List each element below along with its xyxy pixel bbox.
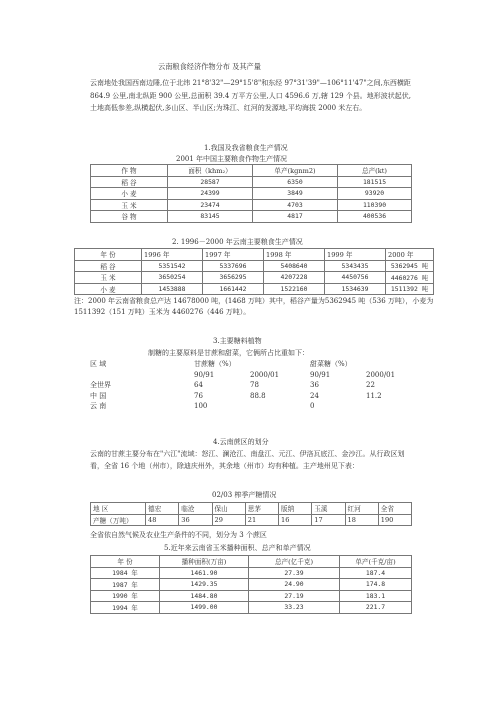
section2-note: 注：2000 年云南省粮食总产达 14678000 吨，(1468 万吨）其中，稻谷产量为5362945 吨（536 万吨），小麦为 1511392（151 万吨）玉米为 4460276（446 万吨）。 — [74, 297, 434, 316]
section1-table-title: 2001 年中国主要粮食作物生产情况 — [176, 155, 288, 163]
table-cell: 187.4 — [340, 567, 412, 579]
table-cell: 221.7 — [340, 602, 412, 614]
table-cell: 4817 — [253, 211, 338, 223]
section4-heading: 4.云南蔗区的划分 — [213, 438, 269, 446]
table-cell: 中 国 — [90, 391, 107, 400]
table-cell: 1429.35 — [160, 579, 249, 591]
table-header: 德宏 — [146, 503, 179, 515]
table-cell: 谷 物 — [91, 211, 168, 223]
table-cell: 3849 — [253, 188, 338, 200]
table-cell: 6350 — [253, 176, 338, 188]
table-header: 2000/01 — [250, 370, 280, 379]
table-cell: 5337696 — [203, 260, 264, 272]
table-cell: 5362945 吨 — [386, 260, 434, 272]
table-cell: 1484.80 — [160, 590, 249, 602]
table-cell: 1661442 — [203, 283, 264, 295]
table-cell: 全世界 — [90, 381, 111, 390]
intro-paragraph: 云南地处我国西南边陲,位于北纬 21°8'32"—29°15'8"和东经 97°31'39"—106°11'47"之间,东西横距 864.9 公里,南北纵距 900 公里,总面积 39.4 万平方公里,人口 4596.6 万,辖 129 个县。地形波状起伏,土地高低参差,纵横起伏,多山区、半山区;为珠江、红河的发源地,平均海拔 2000 米左右。 — [90, 79, 411, 112]
table-header: 红河 — [345, 503, 378, 515]
table-cell: 1994 年 — [91, 602, 160, 614]
table-header: 播种面积(万亩) — [160, 556, 249, 568]
table-header: 玉溪 — [312, 503, 345, 515]
table-cell: 1511392 吨 — [386, 283, 434, 295]
table-row — [75, 260, 434, 272]
table-header: 单产(kgnm2) — [253, 165, 338, 177]
table-cell: 4460276 吨 — [386, 272, 434, 284]
table-header: 地 区 — [91, 503, 146, 515]
table-cell: 27.39 — [249, 567, 340, 579]
section3-table — [90, 359, 430, 412]
table-cell: 36 — [179, 514, 212, 526]
table-header: 2000/01 — [366, 370, 396, 379]
table-cell: 5351542 — [142, 260, 203, 272]
section1-heading: 1.我国及我省粮食生产情况 — [204, 144, 288, 152]
table-row — [75, 283, 434, 295]
table-header: 1997 年 — [203, 249, 264, 261]
page-title: 云南粮食经济作物分布 及其产量 — [158, 62, 261, 71]
section4-table — [90, 502, 412, 526]
table-cell: 稻 谷 — [91, 176, 168, 188]
table-cell — [366, 401, 430, 412]
table-row — [90, 391, 430, 402]
table-cell: 21 — [245, 514, 278, 526]
table-header-row — [91, 165, 412, 177]
table-cell: 1990 年 — [91, 590, 160, 602]
table-header: 甘蔗糖（%） — [194, 360, 236, 369]
table-cell: 23474 — [168, 199, 253, 211]
table-cell: 1453888 — [142, 283, 203, 295]
table-row — [91, 199, 412, 211]
table-header: 临沧 — [179, 503, 212, 515]
table-cell: 24 — [310, 391, 319, 400]
table-header — [250, 359, 310, 370]
section3-subtitle: 制糖的主要原料是甘蔗和甜菜，它俩所占比重如下： — [148, 349, 309, 357]
table-cell: 22 — [366, 381, 375, 390]
table-cell: 174.8 — [340, 579, 412, 591]
table-header-row — [75, 249, 434, 261]
table-header: 面积（khm₂） — [168, 165, 253, 177]
table-header-row — [91, 556, 412, 568]
table-header: 作 物 — [91, 165, 168, 177]
table-row — [91, 188, 412, 200]
table-header: 1999 年 — [325, 249, 386, 261]
table-cell: 110390 — [338, 199, 412, 211]
table-header-row — [90, 359, 430, 370]
section3-heading: 3.主要糖料植物 — [213, 337, 262, 345]
section4-table-title: 02/03 榨季产糖情况 — [212, 491, 277, 499]
table-cell: 11.2 — [366, 391, 382, 400]
table-cell: 36 — [310, 381, 319, 390]
table-cell: 1984 年 — [91, 567, 160, 579]
table-cell: 83145 — [168, 211, 253, 223]
table-row — [91, 602, 412, 614]
table-header: 1996 年 — [142, 249, 203, 261]
section2-table — [74, 248, 434, 295]
table-cell: 产糖（万吨） — [91, 514, 146, 526]
section2-heading: 2. 1996－2000 年云南主要粮食生产情况 — [172, 238, 303, 246]
section5-table — [90, 555, 412, 614]
table-cell: 33.23 — [249, 602, 340, 614]
table-cell: 5408640 — [264, 260, 325, 272]
table-header: 2000 年 — [386, 249, 434, 261]
table-cell: 400536 — [338, 211, 412, 223]
table-cell: 小 麦 — [75, 283, 142, 295]
table-header — [366, 359, 430, 370]
table-cell: 18 — [345, 514, 378, 526]
table-row — [91, 176, 412, 188]
table-header: 年 份 — [91, 556, 160, 568]
table-cell: 3656295 — [203, 272, 264, 284]
table-row — [75, 272, 434, 284]
table-cell: 1987 年 — [91, 579, 160, 591]
table-header: 区 域 — [90, 360, 107, 369]
section5-heading: 5.近年来云南省玉米播种面积、总产和单产情况 — [164, 544, 311, 552]
table-cell: 玉 米 — [75, 272, 142, 284]
table-header: 甜菜糖（%） — [310, 360, 352, 369]
table-row — [91, 590, 412, 602]
table-header: 思茅 — [245, 503, 278, 515]
table-row — [91, 579, 412, 591]
section4-note: 全省依自然气候及农业生产条件的不同，划分为 3 个蔗区 — [90, 531, 267, 539]
section1-table — [90, 164, 412, 223]
table-cell: 64 — [194, 381, 203, 390]
table-header: 90/91 — [194, 370, 215, 379]
table-cell: 1534639 — [325, 283, 386, 295]
table-cell: 88.8 — [250, 391, 266, 400]
table-header: 单产(千克/亩) — [340, 556, 412, 568]
table-cell: 29 — [212, 514, 245, 526]
table-header: 年 份 — [75, 249, 142, 261]
table-cell: 4450756 — [325, 272, 386, 284]
table-cell: 183.1 — [340, 590, 412, 602]
table-cell: 4207228 — [264, 272, 325, 284]
table-header: 全省 — [378, 503, 411, 515]
table-row — [90, 401, 430, 412]
table-header: 90/91 — [310, 370, 331, 379]
table-header-row — [91, 503, 412, 515]
table-cell: 27.19 — [249, 590, 340, 602]
table-cell: 玉 米 — [91, 199, 168, 211]
table-cell: 小 麦 — [91, 188, 168, 200]
table-cell: 0 — [310, 402, 315, 411]
table-cell: 稻 谷 — [75, 260, 142, 272]
table-cell: 28587 — [168, 176, 253, 188]
table-row — [91, 514, 412, 526]
table-cell: 100 — [194, 402, 208, 411]
table-cell: 24399 — [168, 188, 253, 200]
table-cell: 5343435 — [325, 260, 386, 272]
table-header: 总产(kt) — [338, 165, 412, 177]
table-cell: 76 — [194, 391, 203, 400]
table-header: 总产(亿千克) — [249, 556, 340, 568]
table-cell: 1499.00 — [160, 602, 249, 614]
table-cell: 78 — [250, 381, 259, 390]
table-subheader-row — [90, 370, 430, 381]
table-row — [90, 380, 430, 391]
table-cell: 云 南 — [90, 402, 107, 411]
table-row — [91, 567, 412, 579]
table-cell: 4703 — [253, 199, 338, 211]
table-cell: 190 — [378, 514, 411, 526]
table-cell: 1461.90 — [160, 567, 249, 579]
table-header: 版纳 — [279, 503, 312, 515]
table-row — [91, 211, 412, 223]
table-cell: 16 — [279, 514, 312, 526]
table-cell: 1522160 — [264, 283, 325, 295]
table-cell: 93920 — [338, 188, 412, 200]
table-cell: 24.90 — [249, 579, 340, 591]
table-header — [90, 370, 194, 381]
table-cell: 3650254 — [142, 272, 203, 284]
table-cell: 48 — [146, 514, 179, 526]
table-header: 1998 年 — [264, 249, 325, 261]
table-cell — [250, 401, 310, 412]
section4-text: 云南的甘蔗主要分布在"六江"流域：怒江、澜沧江、南盘江、元江、伊洛瓦底江、金沙江。从行政区划看，全省 16 个地（州市），除迪庆州外，其余地（州市）均有种植。主产地州见下表： — [90, 450, 405, 470]
table-cell: 17 — [312, 514, 345, 526]
table-cell: 181515 — [338, 176, 412, 188]
table-header: 保山 — [212, 503, 245, 515]
